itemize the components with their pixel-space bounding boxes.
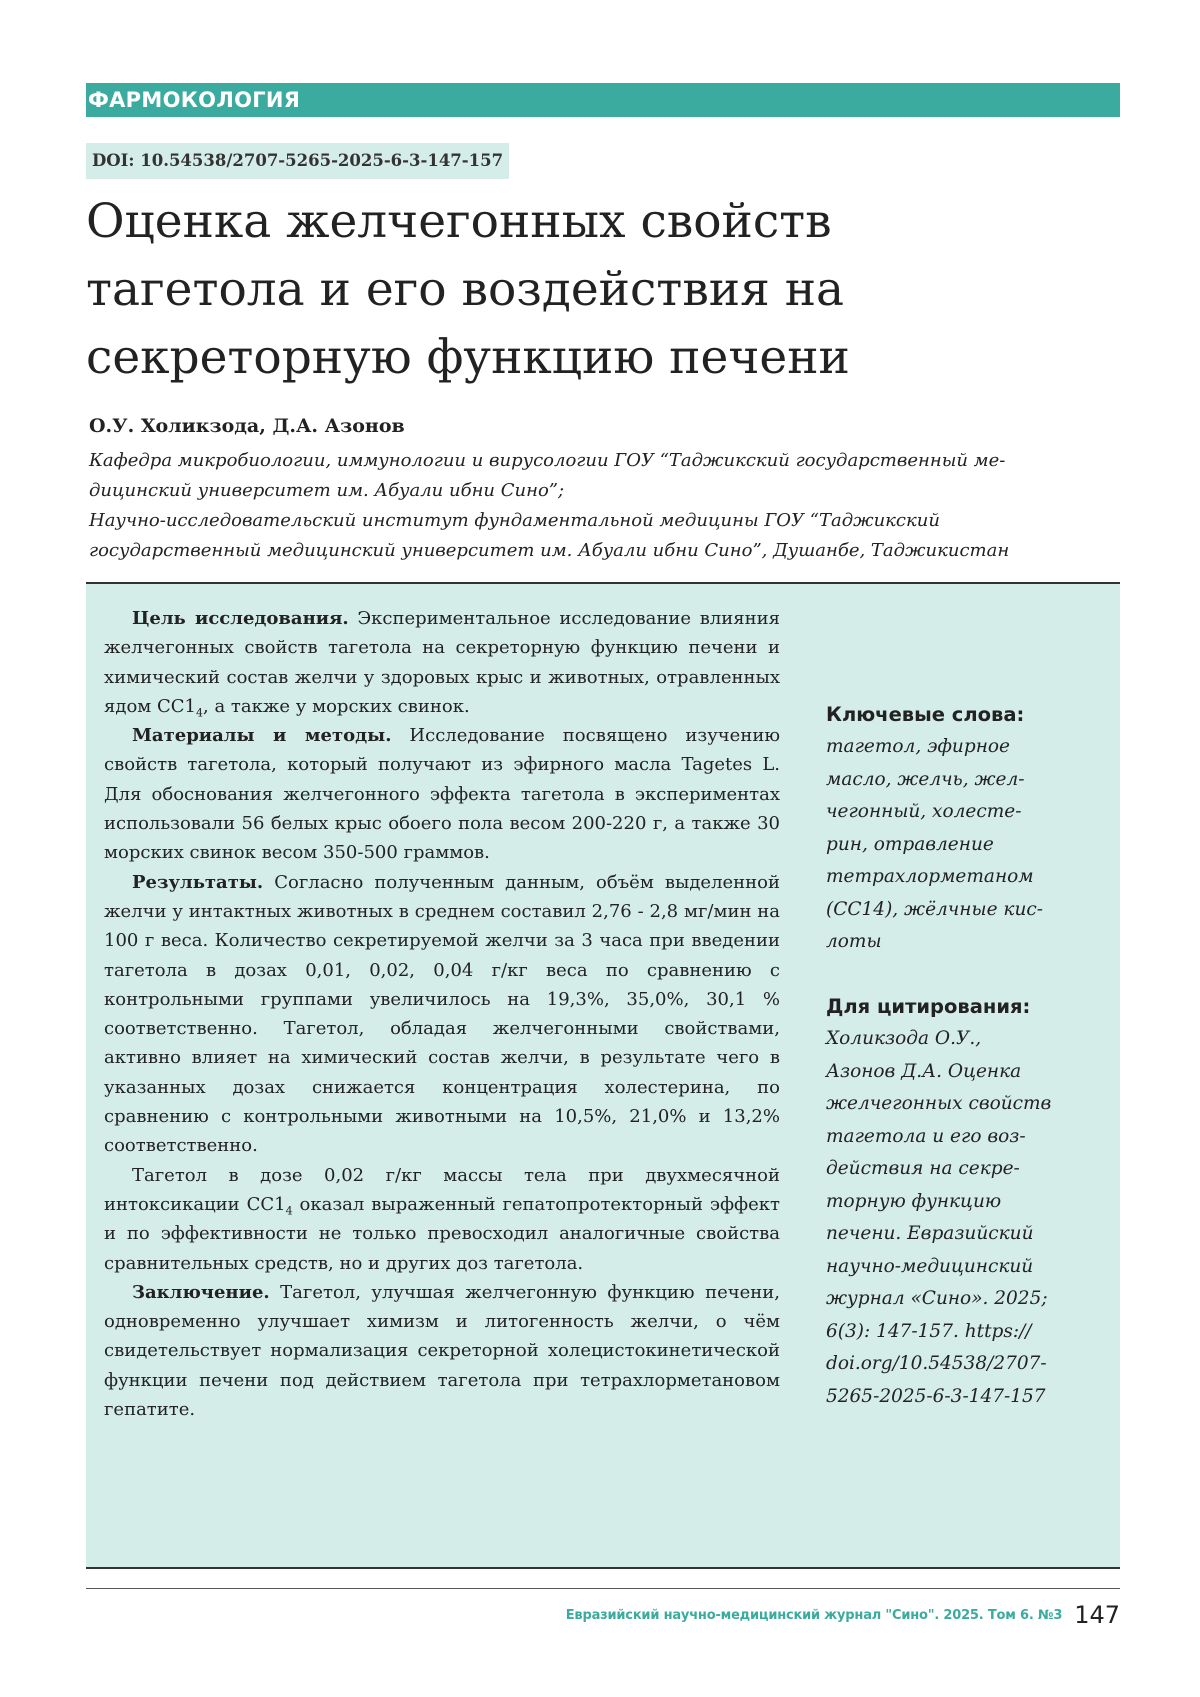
aim-subscript: 4 [196, 706, 203, 719]
citation-line: 5265-2025-6-3-147-157 [826, 1381, 1106, 1414]
doi-label: DOI: 10.54538/2707-5265-2025-6-3-147-157 [86, 143, 509, 179]
abstract-aim [104, 604, 780, 721]
aim-text-end: , а также у морских свинок. [203, 696, 470, 717]
keywords-block [826, 698, 1106, 959]
aim-label: Цель исследования. [132, 608, 349, 629]
conclusion-text: Тагетол, улучшая желчегонную функцию печени, одновременно улучшает химизм и литогенность желчи, о чём свидетельствует нормализация секреторной холецистокинетической функции печени под действием тагетола при тетрахлорметановом гепатите. [104, 1282, 780, 1420]
affiliation-line: Кафедра микробиологии, иммунологии и вирусологии ГОУ “Таджикский государственный ме- [89, 446, 1124, 476]
citation-line: желчегонных свойств [826, 1088, 1106, 1121]
citation-line: действия на секре- [826, 1153, 1106, 1186]
citation-line: Азонов Д.А. Оценка [826, 1056, 1106, 1089]
keywords-list [826, 731, 1106, 959]
citation-text [826, 1023, 1106, 1413]
keywords-label: Ключевые слова: [826, 698, 1106, 731]
footer-rule [86, 1588, 1120, 1589]
affiliation-line: государственный медицинский университет им. Абуали ибни Сино”, Душанбе, Таджикистан [89, 536, 1124, 566]
conclusion-label: Заключение. [132, 1282, 270, 1303]
citation-line: 6(3): 147-157. https:// [826, 1316, 1106, 1349]
results-label: Результаты. [132, 872, 263, 893]
page-footer [566, 1597, 1120, 1633]
affiliation-line: дицинский университет им. Абуали ибни Сино”; [89, 476, 1124, 506]
results2-text: Тагетол в дозе 0,02 г/кг массы тела при двухмесячной интоксикации СС1 [104, 1165, 780, 1215]
article-title [86, 188, 1086, 392]
citation-block [826, 990, 1106, 1413]
abstract-bottom-rule [86, 1567, 1120, 1569]
keyword-line: лоты [826, 926, 1106, 959]
abstract-methods [104, 721, 780, 867]
citation-line: журнал «Сино». 2025; [826, 1283, 1106, 1316]
abstract-results-2 [104, 1161, 780, 1278]
section-header: ФАРМОКОЛОГИЯ [86, 83, 1120, 117]
journal-name: Евразийский научно-медицинский журнал "Сино". 2025. Том 6. №3 [566, 1608, 1062, 1623]
methods-label: Материалы и методы. [132, 725, 391, 746]
keyword-line: чегонный, холесте- [826, 796, 1106, 829]
title-line: секреторную функцию печени [86, 324, 1086, 392]
results2-text-end: оказал выраженный гепатопротекторный эффект и по эффективности не только превосходил аналогичные свойства сравнительных средств, но и других доз тагетола. [104, 1194, 780, 1274]
abstract-conclusion [104, 1278, 780, 1424]
methods-text: Исследование посвящено изучению свойств тагетола, который получают из эфирного масла Tagetes L. Для обоснования желчегонного эффекта тагетола в экспериментах использовали 56 белых крыс обоего пола весом 200-220 г, а также 30 морских свинок весом 350-500 граммов. [104, 725, 780, 863]
citation-line: тагетола и его воз- [826, 1121, 1106, 1154]
title-line: Оценка желчегонных свойств [86, 188, 1086, 256]
results2-subscript: 4 [286, 1205, 293, 1218]
authors: О.У. Холикзода, Д.А. Азонов [89, 413, 405, 439]
citation-line: Холикзода О.У., [826, 1023, 1106, 1056]
citation-line: печени. Евразийский [826, 1218, 1106, 1251]
results-text: Согласно полученным данным, объём выделенной желчи у интактных животных в среднем составил 2,76 - 2,8 мг/мин на 100 г веса. Количество секретируемой желчи за 3 часа при введении тагетола в дозах 0,01, 0,02, 0,04 г/кг веса по сравнению с контрольными группами увеличилось на 19,3%, 35,0%, 30,1 % соответственно. Тагетол, обладая желчегонными свойствами, активно влияет на химический состав желчи, в результате чего в указанных дозах снижается концентрация холестерина, по сравнению с контрольными животными на 10,5%, 21,0% и 13,2% соответственно. [104, 872, 780, 1157]
keyword-line: (СС14), жёлчные кис- [826, 894, 1106, 927]
keyword-line: тагетол, эфирное [826, 731, 1106, 764]
citation-line: doi.org/10.54538/2707- [826, 1348, 1106, 1381]
keyword-line: масло, желчь, жел- [826, 764, 1106, 797]
citation-label: Для цитирования: [826, 990, 1106, 1023]
citation-line: научно-медицинский [826, 1251, 1106, 1284]
keyword-line: рин, отравление [826, 829, 1106, 862]
affiliation-line: Научно-исследовательский институт фундаментальной медицины ГОУ “Таджикский [89, 506, 1124, 536]
keyword-line: тетрахлорметаном [826, 861, 1106, 894]
citation-line: торную функцию [826, 1186, 1106, 1219]
affiliations [89, 446, 1124, 566]
page-number: 147 [1074, 1601, 1120, 1629]
abstract-text [104, 604, 780, 1424]
abstract-results [104, 868, 780, 1161]
aim-text: Экспериментальное исследование влияния желчегонных свойств тагетола на секреторную функцию печени и химический состав желчи у здоровых крыс и животных, отравленных ядом СС1 [104, 608, 780, 717]
title-line: тагетола и его воздействия на [86, 256, 1086, 324]
